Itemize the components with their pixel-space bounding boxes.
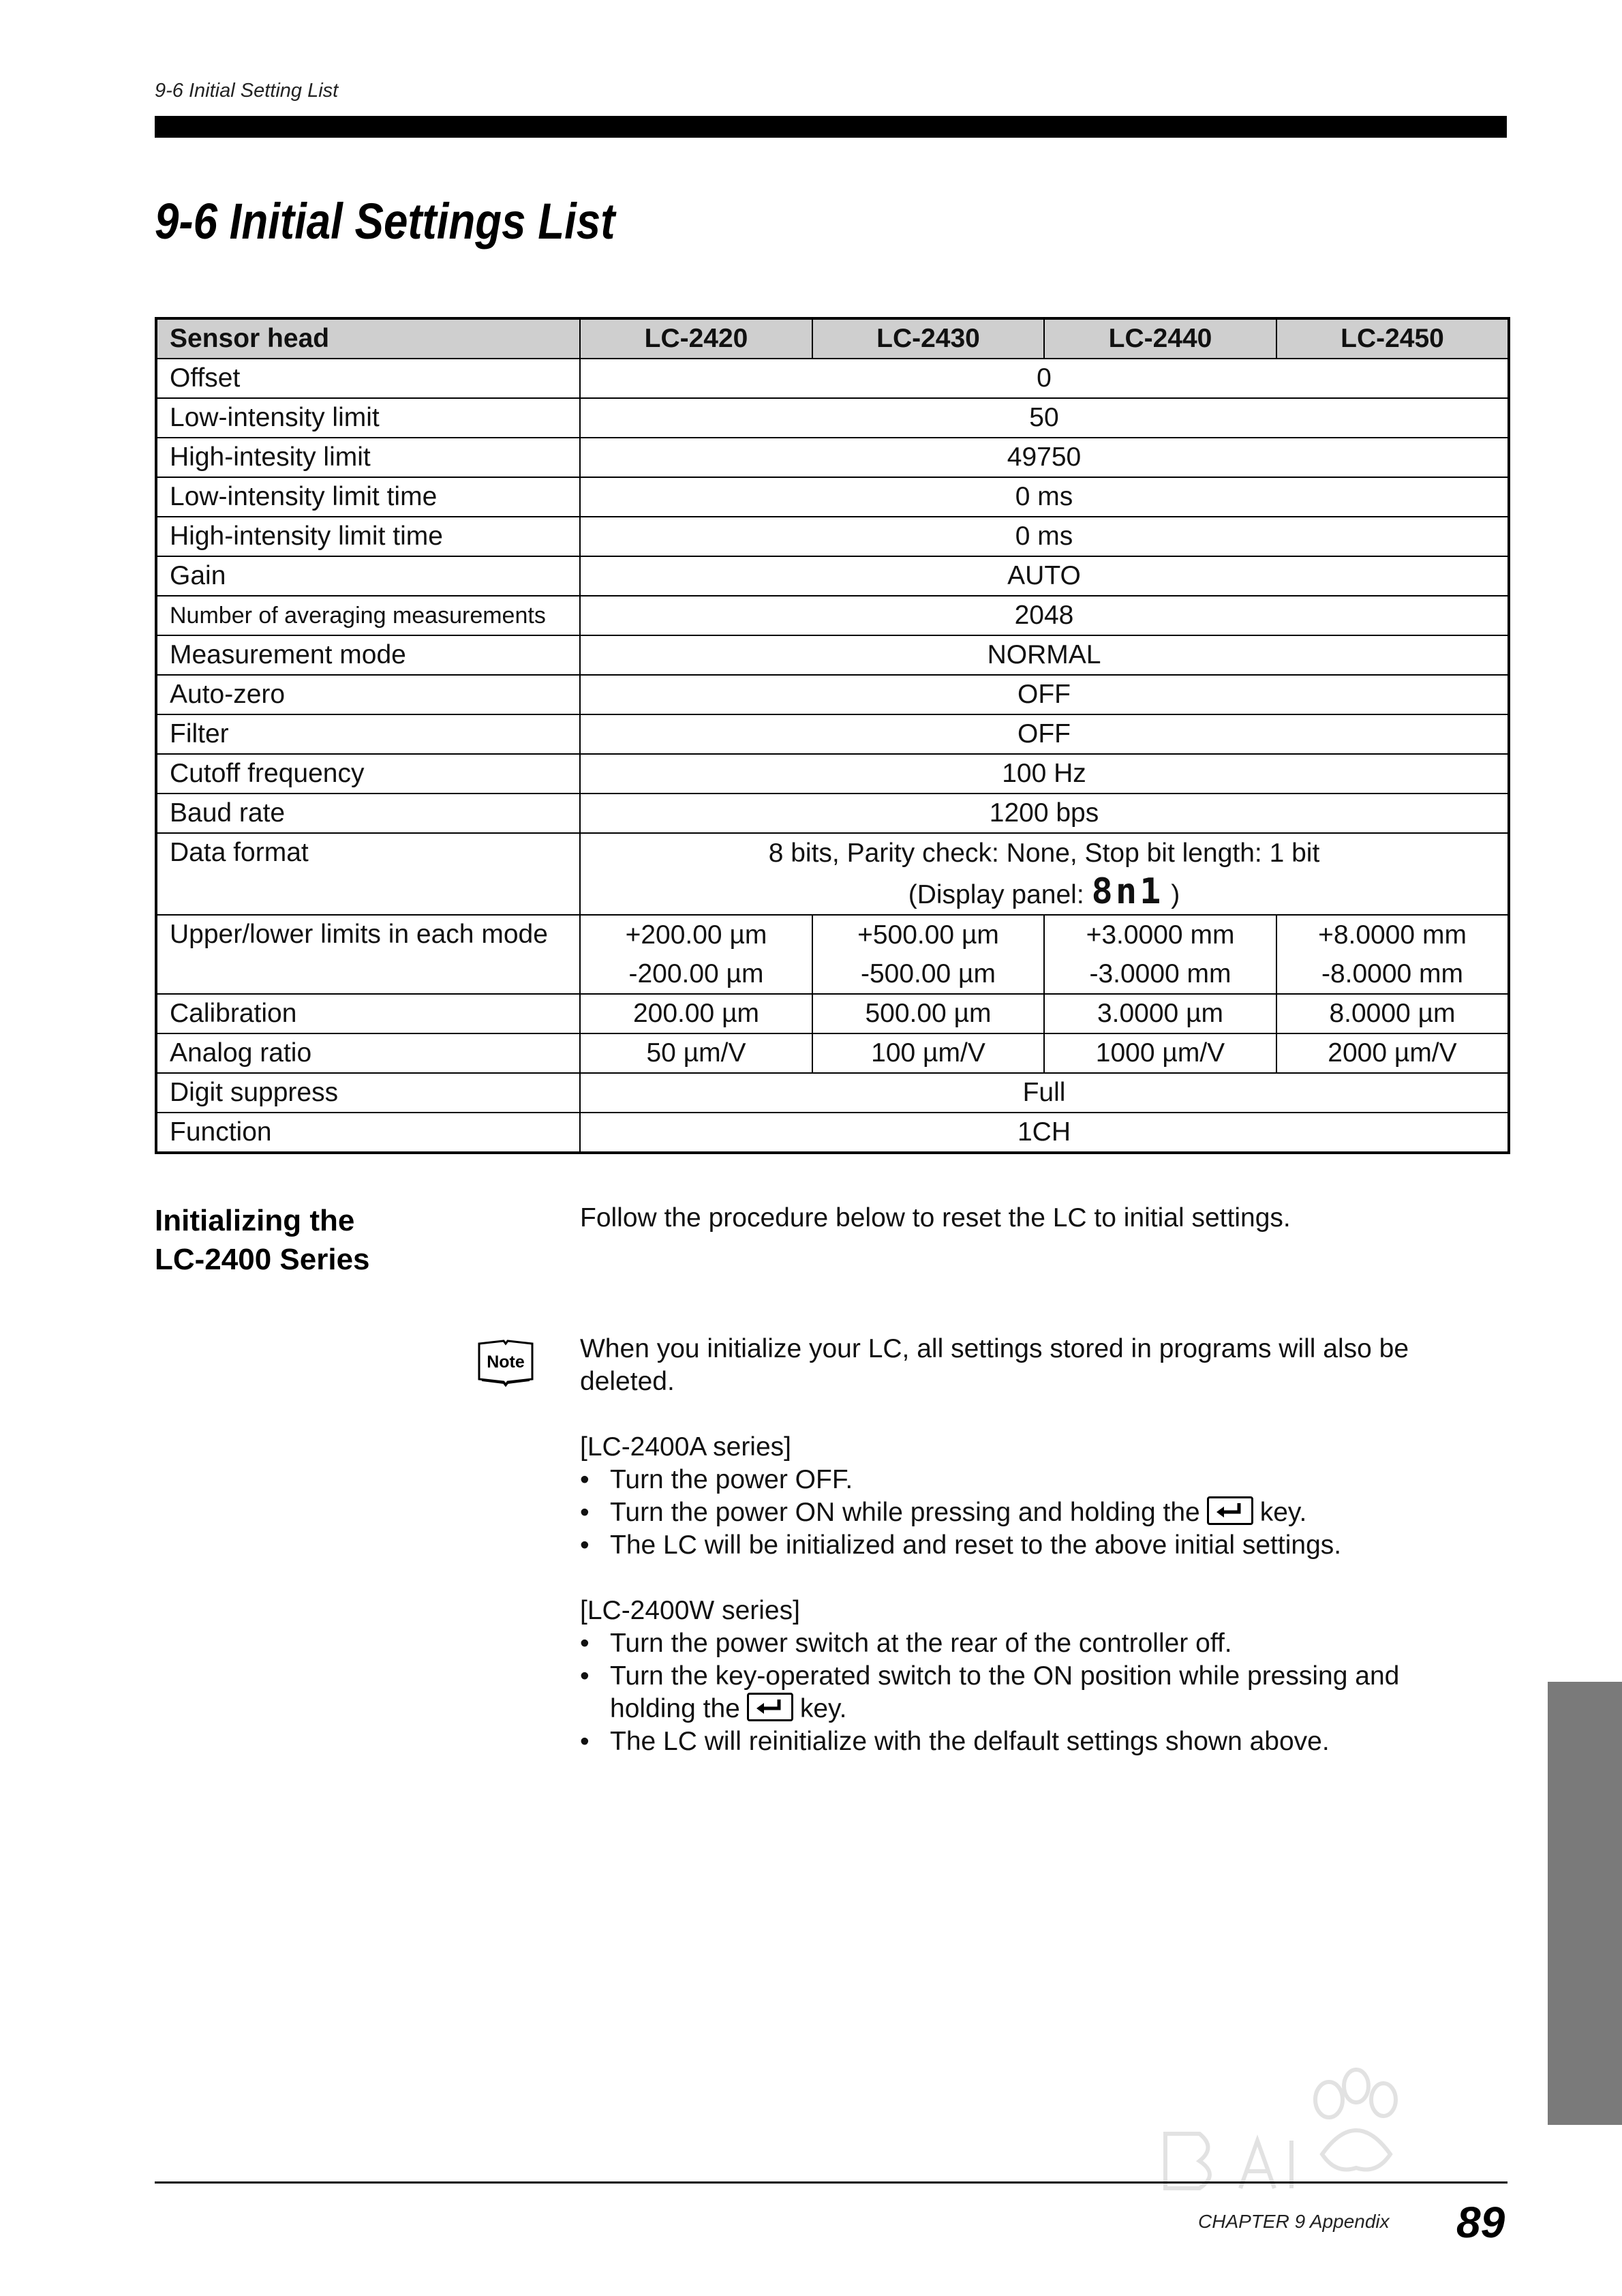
header-lc-2450: LC-2450 — [1276, 318, 1509, 359]
row-label: Number of averaging measurements — [156, 596, 580, 635]
note-block — [580, 1333, 1507, 1758]
table-row-data-format — [156, 833, 1509, 915]
step-text: Turn the power ON while pressing and holding the — [610, 1498, 1200, 1527]
table-row — [156, 517, 1509, 556]
header-lc-2440: LC-2440 — [1044, 318, 1276, 359]
row-value: 1000 µm/V — [1044, 1033, 1276, 1073]
series-a-step1: • Turn the power OFF. — [580, 1464, 1507, 1496]
table-row — [156, 1113, 1509, 1153]
table-row — [156, 714, 1509, 754]
enter-key-icon — [747, 1693, 793, 1721]
row-label: Baud rate — [156, 794, 580, 833]
note-text: When you initialize your LC, all settings stored in programs will also be deleted. — [580, 1334, 1409, 1396]
row-value: 1200 bps — [580, 794, 1509, 833]
row-label: High-intensity limit time — [156, 517, 580, 556]
series-w-step2 — [580, 1660, 1507, 1725]
chapter-side-tab — [1548, 1682, 1622, 2125]
row-value: 0 — [580, 359, 1509, 398]
step-text: key. — [799, 1694, 847, 1723]
table-row — [156, 675, 1509, 714]
table-row — [156, 359, 1509, 398]
bottom-rule — [155, 2181, 1508, 2184]
row-value: OFF — [580, 714, 1509, 754]
row-label: Cutoff frequency — [156, 754, 580, 794]
row-label: Measurement mode — [156, 635, 580, 675]
limit-cell — [812, 915, 1044, 994]
row-label: Gain — [156, 556, 580, 596]
row-label: Calibration — [156, 994, 580, 1033]
header-sensor-head: Sensor head — [156, 318, 580, 359]
note-icon-label: Note — [487, 1353, 525, 1372]
table-row-analog-ratio — [156, 1033, 1509, 1073]
intro-text: Follow the procedure below to reset the LC to initial settings. — [580, 1203, 1291, 1233]
header-lc-2430: LC-2430 — [812, 318, 1044, 359]
upper-limit: +8.0000 mm — [1318, 920, 1467, 950]
running-head: 9-6 Initial Setting List — [155, 80, 339, 102]
table-row — [156, 398, 1509, 438]
table-row-calibration — [156, 994, 1509, 1033]
enter-key-icon — [1207, 1496, 1253, 1525]
row-value — [580, 833, 1509, 915]
series-w-step3: • The LC will reinitialize with the delfault settings shown above. — [580, 1725, 1507, 1758]
upper-limit: +500.00 µm — [857, 920, 999, 950]
series-w-step1: • Turn the power switch at the rear of the controller off. — [580, 1627, 1507, 1660]
row-value: 49750 — [580, 438, 1509, 477]
lower-limit: -8.0000 mm — [1321, 959, 1464, 988]
row-label: Filter — [156, 714, 580, 754]
row-value: 50 µm/V — [580, 1033, 812, 1073]
row-label: Digit suppress — [156, 1073, 580, 1113]
row-value: 3.0000 µm — [1044, 994, 1276, 1033]
lower-limit: -200.00 µm — [628, 959, 764, 988]
note-icon — [475, 1338, 536, 1386]
footer-chapter: CHAPTER 9 Appendix — [1198, 2211, 1390, 2232]
lower-limit: -500.00 µm — [860, 959, 996, 988]
table-row — [156, 635, 1509, 675]
heading-line1: Initializing the — [155, 1204, 355, 1237]
table-row — [156, 1073, 1509, 1113]
table-header-row — [156, 318, 1509, 359]
row-value: 200.00 µm — [580, 994, 812, 1033]
series-w-title: [LC-2400W series] — [580, 1596, 800, 1625]
row-value: 50 — [580, 398, 1509, 438]
limit-cell — [580, 915, 812, 994]
step-text: holding the — [610, 1694, 740, 1723]
row-label: Low-intensity limit time — [156, 477, 580, 517]
series-a-step3: • The LC will be initialized and reset to the above initial settings. — [580, 1529, 1507, 1562]
row-value: 0 ms — [580, 517, 1509, 556]
row-label: Analog ratio — [156, 1033, 580, 1073]
row-value: OFF — [580, 675, 1509, 714]
upper-limit: +200.00 µm — [625, 920, 767, 950]
page-title: 9-6 Initial Settings List — [155, 193, 615, 250]
table-row — [156, 754, 1509, 794]
series-a-step2 — [580, 1496, 1507, 1529]
step-text: Turn the key-operated switch to the ON position while pressing and — [610, 1661, 1400, 1691]
display-panel-suffix: ) — [1171, 880, 1180, 909]
row-value: 100 Hz — [580, 754, 1509, 794]
row-value: 1CH — [580, 1113, 1509, 1153]
display-panel-code: 8n1 — [1091, 871, 1164, 912]
data-format-line2 — [593, 873, 1495, 914]
table-row — [156, 438, 1509, 477]
row-value: 8.0000 µm — [1276, 994, 1509, 1033]
upper-limit: +3.0000 mm — [1086, 920, 1235, 950]
page-number: 89 — [1456, 2198, 1505, 2247]
step-text: key. — [1259, 1498, 1307, 1527]
initializing-heading — [155, 1201, 370, 1279]
row-value: AUTO — [580, 556, 1509, 596]
row-value: 2000 µm/V — [1276, 1033, 1509, 1073]
row-value: NORMAL — [580, 635, 1509, 675]
data-format-line1: 8 bits, Parity check: None, Stop bit length: 1 bit — [768, 839, 1320, 868]
row-label: High-intesity limit — [156, 438, 580, 477]
table-row — [156, 596, 1509, 635]
row-label: Data format — [156, 833, 580, 915]
row-value: 100 µm/V — [812, 1033, 1044, 1073]
header-lc-2420: LC-2420 — [580, 318, 812, 359]
table-row — [156, 556, 1509, 596]
top-rule-bar — [155, 116, 1507, 138]
row-label: Upper/lower limits in each mode — [156, 915, 580, 994]
table-row — [156, 794, 1509, 833]
limit-cell — [1044, 915, 1276, 994]
row-label: Low-intensity limit — [156, 398, 580, 438]
lower-limit: -3.0000 mm — [1089, 959, 1231, 988]
limit-cell — [1276, 915, 1509, 994]
row-label: Offset — [156, 359, 580, 398]
series-a-title: [LC-2400A series] — [580, 1432, 792, 1462]
table-row — [156, 477, 1509, 517]
row-value: Full — [580, 1073, 1509, 1113]
heading-line2: LC-2400 Series — [155, 1243, 370, 1276]
row-label: Auto-zero — [156, 675, 580, 714]
initial-settings-table — [155, 317, 1510, 1154]
row-value: 0 ms — [580, 477, 1509, 517]
row-value: 500.00 µm — [812, 994, 1044, 1033]
display-panel-prefix: (Display panel: — [908, 880, 1084, 909]
row-value: 2048 — [580, 596, 1509, 635]
table-row-limits — [156, 915, 1509, 994]
row-label: Function — [156, 1113, 580, 1153]
